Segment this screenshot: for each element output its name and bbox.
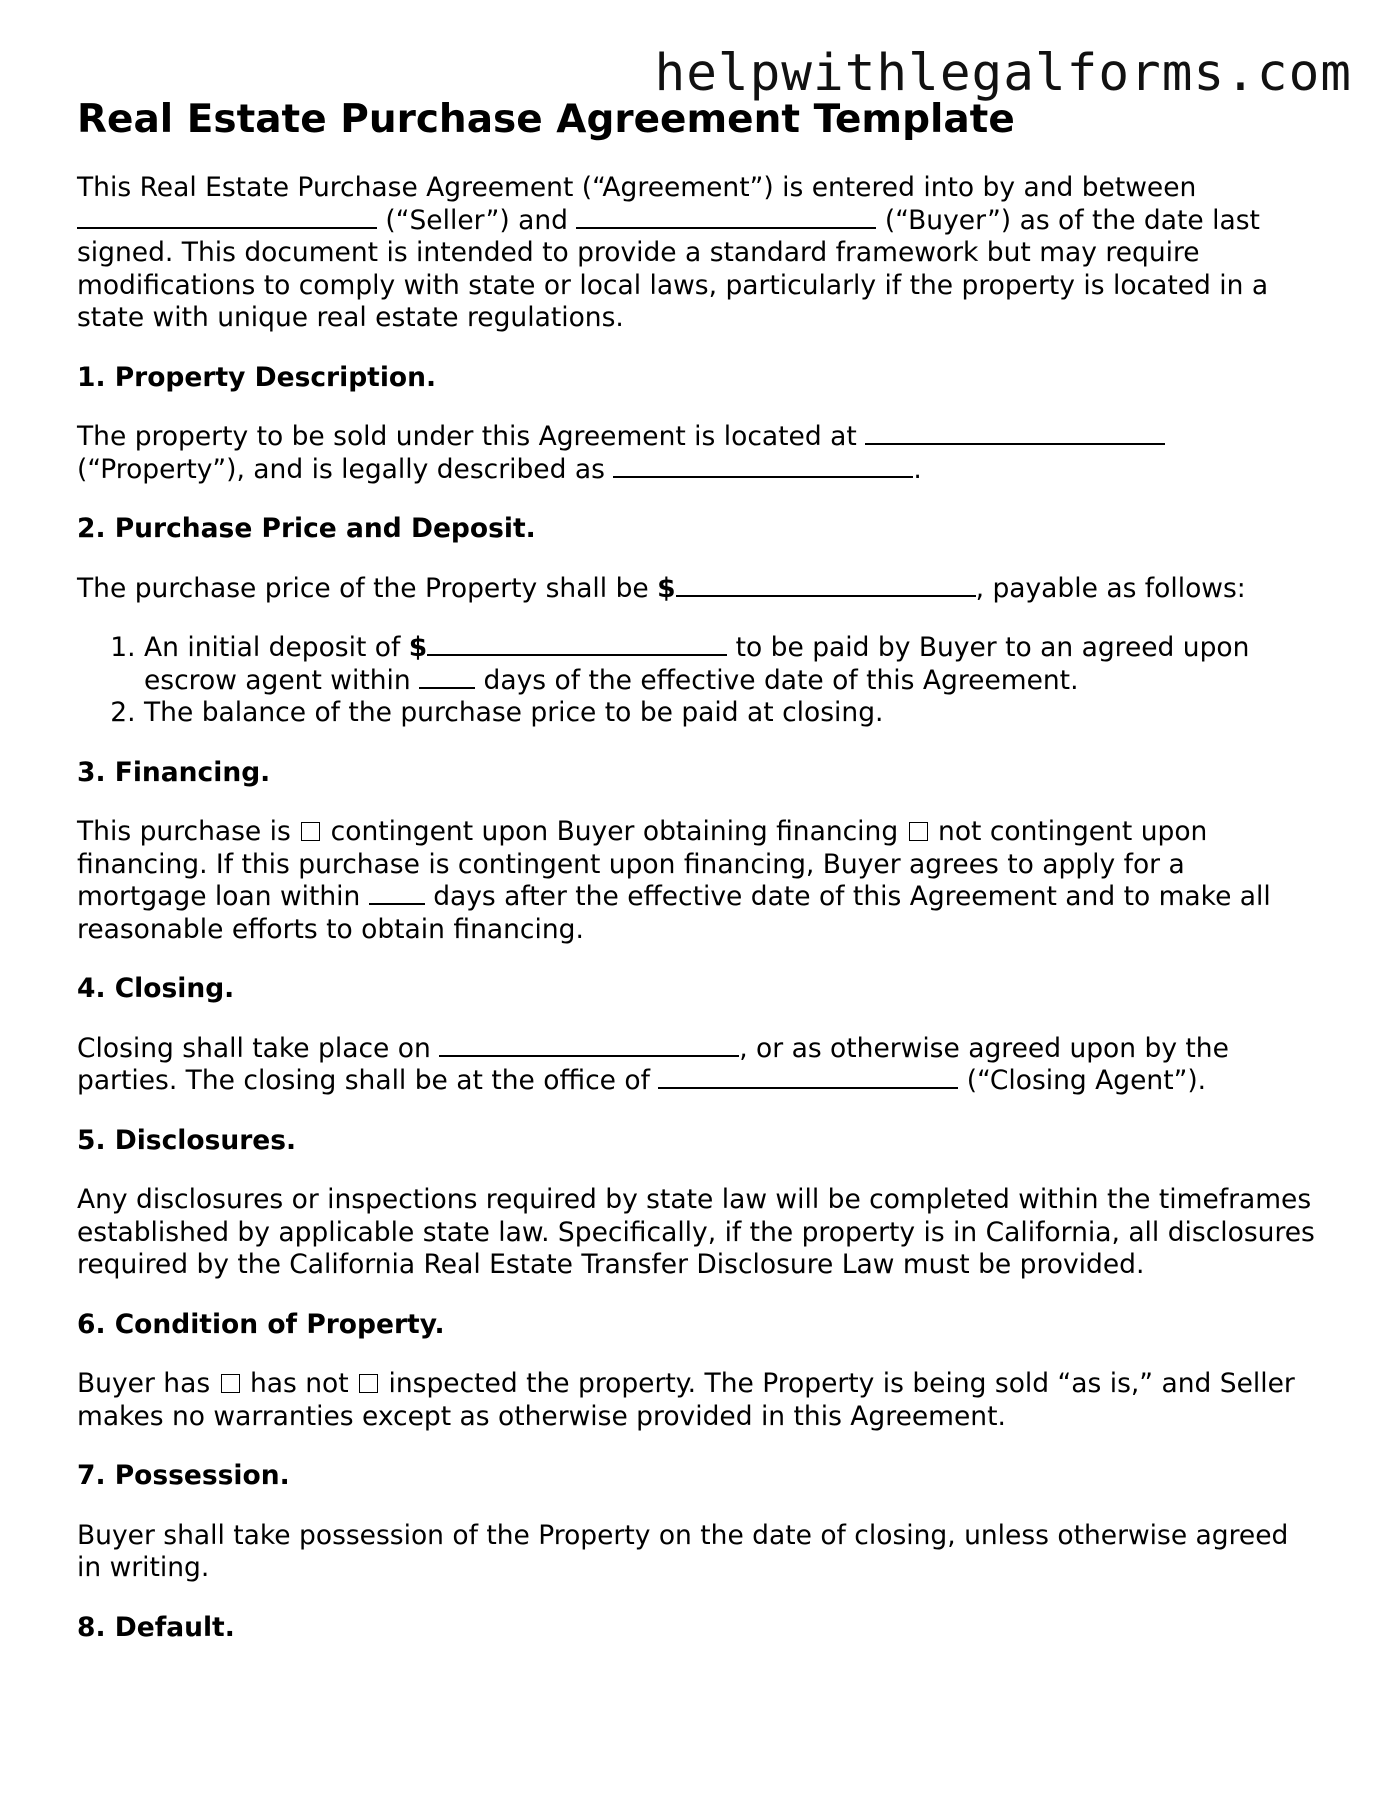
closing-agent-blank[interactable] [658, 1065, 958, 1089]
s4-text-1: Closing shall take place on [77, 1032, 440, 1064]
section-5-heading: 5. Disclosures. [77, 1124, 297, 1156]
deposit-dollar-sign: $ [408, 632, 428, 663]
property-address-blank[interactable] [865, 421, 1165, 445]
legal-description-blank[interactable] [613, 454, 913, 478]
document-title: Real Estate Purchase Agreement Template [77, 97, 1015, 142]
not-contingent-checkbox[interactable] [909, 822, 928, 841]
section-2-heading: 2. Purchase Price and Deposit. [77, 513, 536, 544]
has-inspected-checkbox[interactable] [221, 1374, 240, 1393]
payment-item-balance: 2. The balance of the purchase price to be paid at closing. [144, 697, 1317, 730]
intro-text-3: (“Buyer”) as of the date last signed. This document is intended to provide a standard framework but may require modifications to comply with state or local laws, particularly if the property is located in a state with unique real estate regulations. [77, 204, 1269, 333]
deposit-amount-blank[interactable] [427, 632, 727, 656]
s2-text-1: The purchase price of the Property shall be [77, 572, 658, 604]
section-3-paragraph [77, 816, 1317, 946]
section-4-paragraph [77, 1033, 1317, 1098]
s3-text-4: days after the effective date of this Agreement and to make all reasonable efforts to obtain financing. [77, 881, 1271, 945]
mortgage-days-blank[interactable] [369, 881, 425, 905]
s3-text-3: not contingent upon financing. If this purchase is contingent upon financing, Buyer agrees to apply for a mortgage loan within [77, 816, 1208, 912]
buyer-name-blank[interactable] [576, 205, 876, 229]
s6-text-3: inspected the property. The Property is being sold “as is,” and Seller makes no warranties except as otherwise provided in this Agreement. [77, 1368, 1295, 1432]
contingent-checkbox[interactable] [301, 822, 320, 841]
s6-text-1: Buyer has [77, 1368, 219, 1399]
s3-text-1: This purchase is [77, 816, 300, 847]
purchase-price-blank[interactable] [676, 573, 976, 597]
has-not-inspected-checkbox[interactable] [359, 1374, 378, 1393]
s3-text-2: contingent upon Buyer obtaining financing [322, 816, 907, 847]
seller-name-blank[interactable] [77, 205, 377, 229]
s1-text-1: The property to be sold under this Agreement is located at [77, 421, 866, 452]
deposit-days-blank[interactable] [419, 665, 475, 689]
document-body [77, 94, 1317, 1671]
intro-paragraph [77, 172, 1317, 335]
s2-dollar-sign: $ [657, 572, 676, 604]
payment-list [77, 632, 1317, 730]
section-4-heading: 4. Closing. [77, 973, 235, 1004]
s1-text-2: (“Property”), and is legally described as [77, 453, 614, 485]
s4-text-3: (“Closing Agent”). [958, 1065, 1207, 1096]
section-2-paragraph [77, 573, 1317, 606]
s1-text-3: . [913, 453, 922, 485]
section-1-heading: 1. Property Description. [77, 361, 437, 393]
section-7-heading: 7. Possession. [77, 1460, 290, 1491]
section-7-paragraph: Buyer shall take possession of the Property on the date of closing, unless otherwise agreed in writing. [77, 1519, 1289, 1583]
site-watermark: helpwithlegalforms.com [654, 44, 1352, 103]
payment-item-deposit [144, 632, 1317, 697]
section-5-paragraph: Any disclosures or inspections required by state law will be completed within the timeframes established by applicable state law. Specifically, if the property is in California, all disclosures required by the California Real Estate Transfer Disclosure Law must be provided. [77, 1184, 1315, 1280]
section-6-heading: 6. Condition of Property. [77, 1308, 445, 1340]
closing-date-blank[interactable] [439, 1033, 739, 1057]
section-3-heading: 3. Financing. [77, 756, 271, 788]
deposit-text-1: An initial deposit of [144, 632, 409, 663]
s2-text-2: , payable as follows: [975, 572, 1246, 604]
deposit-text-2: to be paid by Buyer to an agreed upon escrow agent within [144, 632, 1250, 696]
s6-text-2: has not [241, 1368, 358, 1399]
intro-text-2: (“Seller”) and [377, 204, 577, 236]
section-8-heading: 8. Default. [77, 1611, 235, 1643]
section-6-paragraph [77, 1368, 1317, 1433]
section-1-paragraph [77, 421, 1317, 486]
intro-text-1: This Real Estate Purchase Agreement (“Agreement”) is entered into by and between [77, 172, 1197, 203]
deposit-text-3: days of the effective date of this Agreement. [475, 664, 1079, 696]
s4-text-2: , or as otherwise agreed upon by the parties. The closing shall be at the office of [77, 1032, 1229, 1096]
